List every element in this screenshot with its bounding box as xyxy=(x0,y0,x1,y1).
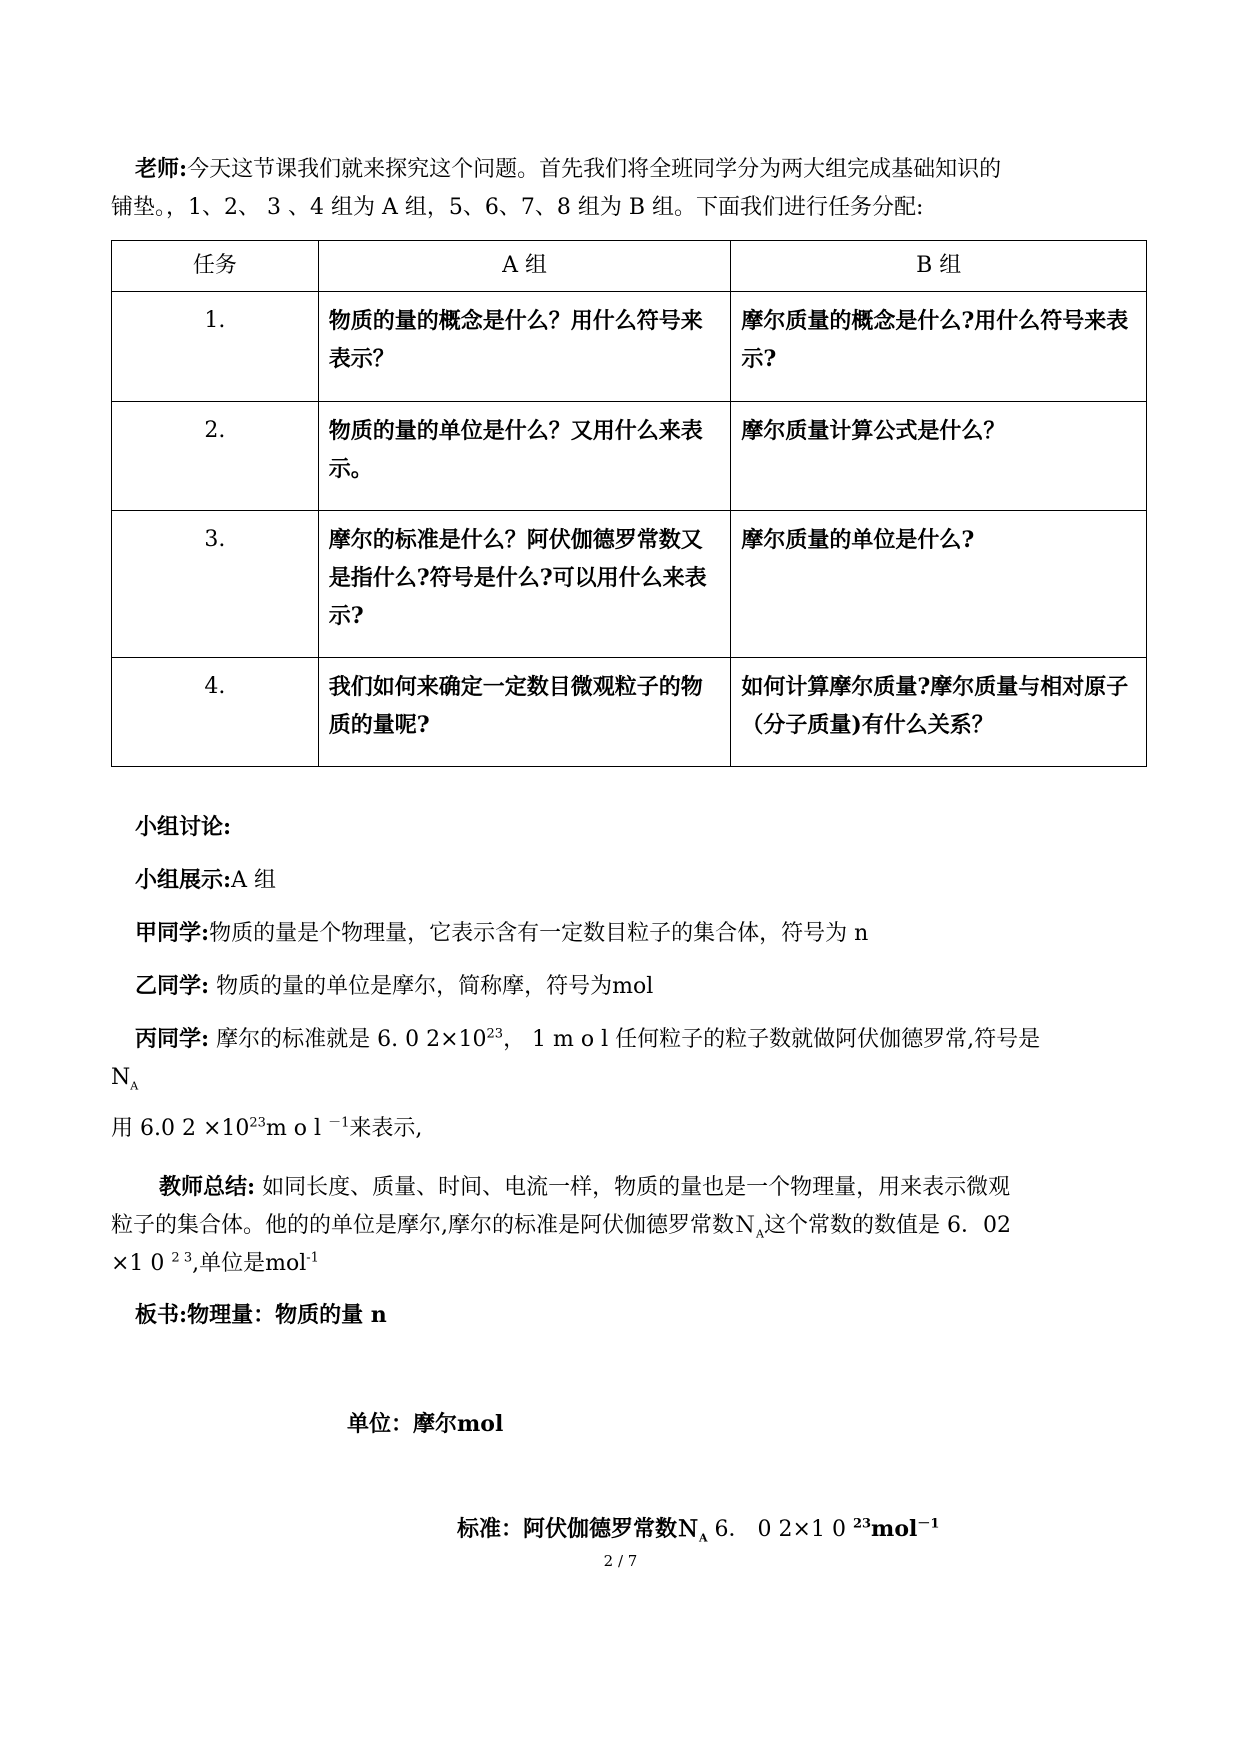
table-header-row xyxy=(112,241,1147,292)
group-b-question: 摩尔质量的单位是什么? xyxy=(731,511,1147,658)
jia-label: 甲同学: xyxy=(135,920,210,946)
board-standard-unit: mol xyxy=(871,1516,918,1542)
intro-line-1: 今天这节课我们就来探究这个问题。首先我们将全班同学分为两大组完成基础知识的 xyxy=(187,157,1002,182)
display-label: 小组展示: xyxy=(135,867,232,893)
bing-exponent: 23 xyxy=(486,1026,504,1042)
summary-label: 教师总结: xyxy=(159,1174,256,1200)
board-unit: 单位：摩尔mol xyxy=(347,1411,504,1437)
group-a-question: 物质的量的概念是什么？用什么符号来表示？ xyxy=(318,292,731,402)
summary-line-3a: ×1 0 xyxy=(111,1251,172,1276)
table-row xyxy=(112,402,1147,511)
header-task: 任务 xyxy=(112,241,319,292)
group-a-question: 物质的量的单位是什么？又用什么来表示。 xyxy=(318,402,731,511)
discussion-line xyxy=(135,808,231,847)
bing-expression-unit: m o l xyxy=(265,1116,329,1141)
yi-label: 乙同学: xyxy=(135,973,210,999)
task-number: 3. xyxy=(112,511,319,658)
student-jia-line xyxy=(135,914,868,953)
summary-line-3b: ,单位是mol xyxy=(192,1251,307,1276)
summary-line-1: 如同长度、质量、时间、电流一样，物质的量也是一个物理量，用来表示微观 xyxy=(255,1175,1011,1200)
summary-line-2a: 粒子的集合体。他的的单位是摩尔,摩尔的标准是阿伏伽德罗常数Ｎ xyxy=(111,1213,756,1238)
group-b-question: 如何计算摩尔质量?摩尔质量与相对原子（分子质量)有什么关系？ xyxy=(731,658,1147,767)
group-a-question: 我们如何来确定一定数目微观粒子的物质的量呢? xyxy=(318,658,731,767)
table-row xyxy=(112,658,1147,767)
bing-label: 丙同学: xyxy=(135,1026,210,1052)
bing-expression-line xyxy=(111,1110,422,1148)
board-standard-exponent: 23 xyxy=(852,1516,872,1532)
bing-expression-a: 用 6.0 2 ×10 xyxy=(111,1116,250,1141)
group-a-question: 摩尔的标准是什么？阿伏伽德罗常数又是指什么?符号是什么?可以用什么来表示? xyxy=(318,511,731,658)
board-standard xyxy=(457,1510,939,1549)
summary-exponent: 2 3 xyxy=(171,1250,193,1266)
bing-text-a: 摩尔的标准就是 6. 0 2×10 xyxy=(209,1027,487,1052)
intro-speaker: 老师: xyxy=(135,156,188,182)
jia-text: 物质的量是个物理量，它表示含有一定数目粒子的集合体，符号为 n xyxy=(209,921,869,946)
board-standard-unit-exponent: －1 xyxy=(917,1516,940,1532)
task-number: 1. xyxy=(112,292,319,402)
summary-line-2b: 这个常数的数值是 6．02 xyxy=(763,1213,1011,1238)
bing-expression-unit-exponent: －1 xyxy=(328,1115,350,1131)
intro-paragraph xyxy=(111,150,1151,227)
summary-subscript: A xyxy=(756,1227,764,1241)
student-yi-line xyxy=(135,967,653,1006)
summary-unit-exponent: -1 xyxy=(306,1250,319,1266)
board-standard-b: 6． 0 2×1 0 xyxy=(707,1517,853,1542)
bing-expression-c: 来表示, xyxy=(349,1116,423,1141)
yi-text: 物质的量的单位是摩尔，简称摩，符号为mol xyxy=(209,974,654,999)
table-row xyxy=(112,292,1147,402)
board-standard-a: 标准：阿伏伽德罗常数Ｎ xyxy=(457,1516,700,1542)
group-b-question: 摩尔质量计算公式是什么？ xyxy=(731,402,1147,511)
header-group-a: A 组 xyxy=(318,241,731,292)
page-number: 2 / 7 xyxy=(603,1552,638,1570)
header-group-b: B 组 xyxy=(731,241,1147,292)
task-number: 4. xyxy=(112,658,319,767)
task-table xyxy=(111,240,1147,767)
bing-symbol: N xyxy=(111,1065,131,1090)
table-row xyxy=(112,511,1147,658)
discussion-label: 小组讨论: xyxy=(135,814,232,840)
bing-expression-exponent: 23 xyxy=(249,1115,266,1131)
intro-line-2: 铺垫。，1、2、 3 、4 组为 A 组，5、6、7、8 组为 B 组。下面我们进行任务分配: xyxy=(111,195,924,220)
student-bing-paragraph xyxy=(111,1020,1151,1097)
group-b-question: 摩尔质量的概念是什么?用什么符号来表示? xyxy=(731,292,1147,402)
display-group: A 组 xyxy=(231,868,277,893)
display-line xyxy=(135,861,276,900)
bing-text-b: ， 1 m o l 任何粒子的粒子数就做阿伏伽德罗常,符号是 xyxy=(503,1027,1041,1052)
bing-symbol-subscript: A xyxy=(130,1079,139,1093)
task-number: 2. xyxy=(112,402,319,511)
board-title: 板书:物理量：物质的量 n xyxy=(135,1302,387,1328)
board-standard-subscript: A xyxy=(699,1531,708,1545)
teacher-summary-paragraph xyxy=(111,1168,1151,1283)
